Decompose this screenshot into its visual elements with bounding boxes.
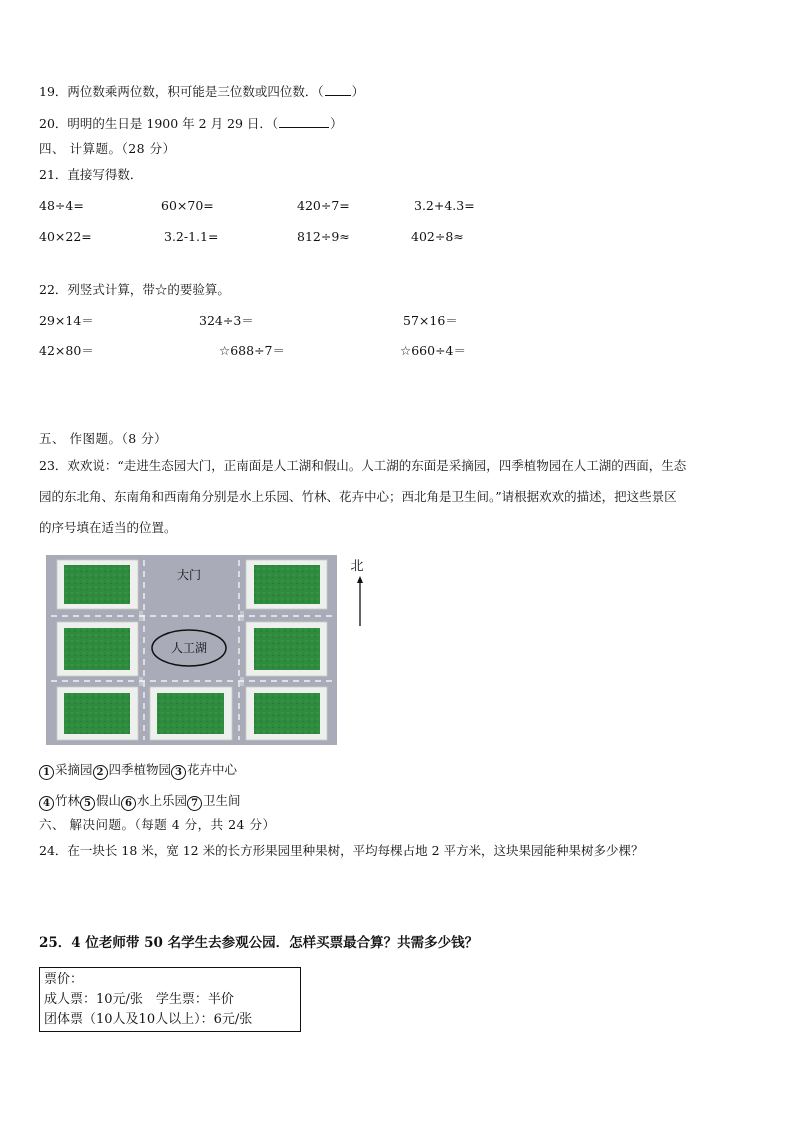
lake-label: 人工湖: [170, 641, 208, 655]
q22-item-3: 57×16＝: [403, 313, 458, 328]
q21-item-3: 420÷7=: [297, 198, 350, 213]
north-label: 北: [350, 559, 364, 574]
question-19-text: 19．两位数乘两位数，积可能是三位数或四位数．（: [39, 84, 324, 99]
ticket-price-box: [39, 967, 301, 1032]
q21-item-7: 812÷9≈: [297, 229, 350, 244]
q22-item-5: ☆688÷7＝: [219, 343, 285, 358]
eco-park-map: [46, 555, 337, 745]
gate-label: 大门: [176, 568, 202, 582]
question-23-line-3: 的序号填在适当的位置。: [39, 520, 177, 535]
question-23-line-1: 23．欢欢说：“走进生态园大门，正南面是人工湖和假山。人工湖的东面是采摘园，四季植物园在人工湖的西面，生态: [39, 458, 687, 473]
green-area-s[interactable]: [157, 693, 224, 734]
question-25: 25．4 位老师带 50 名学生去参观公园．怎样买票最合算？共需多少钱？: [39, 935, 479, 951]
green-area-ne[interactable]: [254, 565, 320, 604]
q21-item-6: 3.2-1.1=: [164, 229, 219, 244]
north-indicator: [346, 556, 376, 628]
q21-item-4: 3.2+4.3=: [414, 198, 475, 213]
option-number: 3: [171, 765, 186, 780]
options-row-1: [39, 760, 237, 780]
section-5-heading: 五、 作图题。（8 分）: [39, 431, 168, 446]
option-number: 7: [187, 796, 202, 811]
option-label: 花卉中心: [187, 762, 238, 777]
question-20-close: ）: [330, 116, 343, 131]
section-4-heading: 四、 计算题。（28 分）: [39, 141, 176, 156]
q21-item-1: 48÷4=: [39, 198, 84, 213]
q22-item-2: 324÷3＝: [199, 313, 254, 328]
option-number: 6: [121, 796, 136, 811]
option-number: 5: [80, 796, 95, 811]
option-label: 假山: [96, 793, 122, 808]
price-line-1: 成人票：10元/张 学生票：半价: [44, 992, 234, 1007]
option-label: 竹林: [55, 793, 81, 808]
q22-item-1: 29×14＝: [39, 313, 94, 328]
question-22-text: 22．列竖式计算，带☆的要验算。: [39, 282, 230, 297]
price-title: 票价：: [44, 972, 84, 987]
q22-item-6: ☆660÷4＝: [400, 343, 466, 358]
question-21-text: 21．直接写得数．: [39, 167, 143, 182]
question-23-line-2: 园的东北角、东南角和西南角分别是水上乐园、竹林、花卉中心；西北角是卫生间。”请根据欢欢的描述，把这些景区: [39, 489, 677, 504]
section-6-heading: 六、 解决问题。（每题 4 分，共 24 分）: [39, 817, 276, 832]
question-20: [39, 115, 343, 132]
options-row-2: [39, 791, 241, 811]
question-20-text: 20．明明的生日是 1900 年 2 月 29 日．（: [39, 116, 279, 131]
option-number: 2: [93, 765, 108, 780]
question-19-close: ）: [351, 84, 365, 99]
q22-item-4: 42×80＝: [39, 343, 94, 358]
q21-item-8: 402÷8≈: [411, 229, 464, 244]
green-area-w[interactable]: [64, 628, 130, 670]
price-line-2: 团体票（10人及10人以上）：6元/张: [44, 1012, 253, 1027]
answer-blank-20[interactable]: [279, 115, 329, 128]
option-label: 水上乐园: [137, 793, 188, 808]
question-19: [39, 83, 364, 100]
question-24: 24．在一块长 18 米，宽 12 米的长方形果园里种果树，平均每棵占地 2 平方米，这块果园能种果树多少棵？: [39, 843, 644, 858]
green-area-sw[interactable]: [64, 693, 130, 734]
option-label: 采摘园: [55, 762, 93, 777]
option-label: 卫生间: [203, 793, 241, 808]
q21-item-2: 60×70=: [161, 198, 214, 213]
option-label: 四季植物园: [108, 762, 172, 777]
q21-item-5: 40×22=: [39, 229, 92, 244]
green-area-se[interactable]: [254, 693, 320, 734]
option-number: 4: [39, 796, 54, 811]
green-area-nw[interactable]: [64, 565, 130, 604]
green-area-e[interactable]: [254, 628, 320, 670]
answer-blank-19[interactable]: [325, 83, 351, 96]
option-number: 1: [39, 765, 54, 780]
